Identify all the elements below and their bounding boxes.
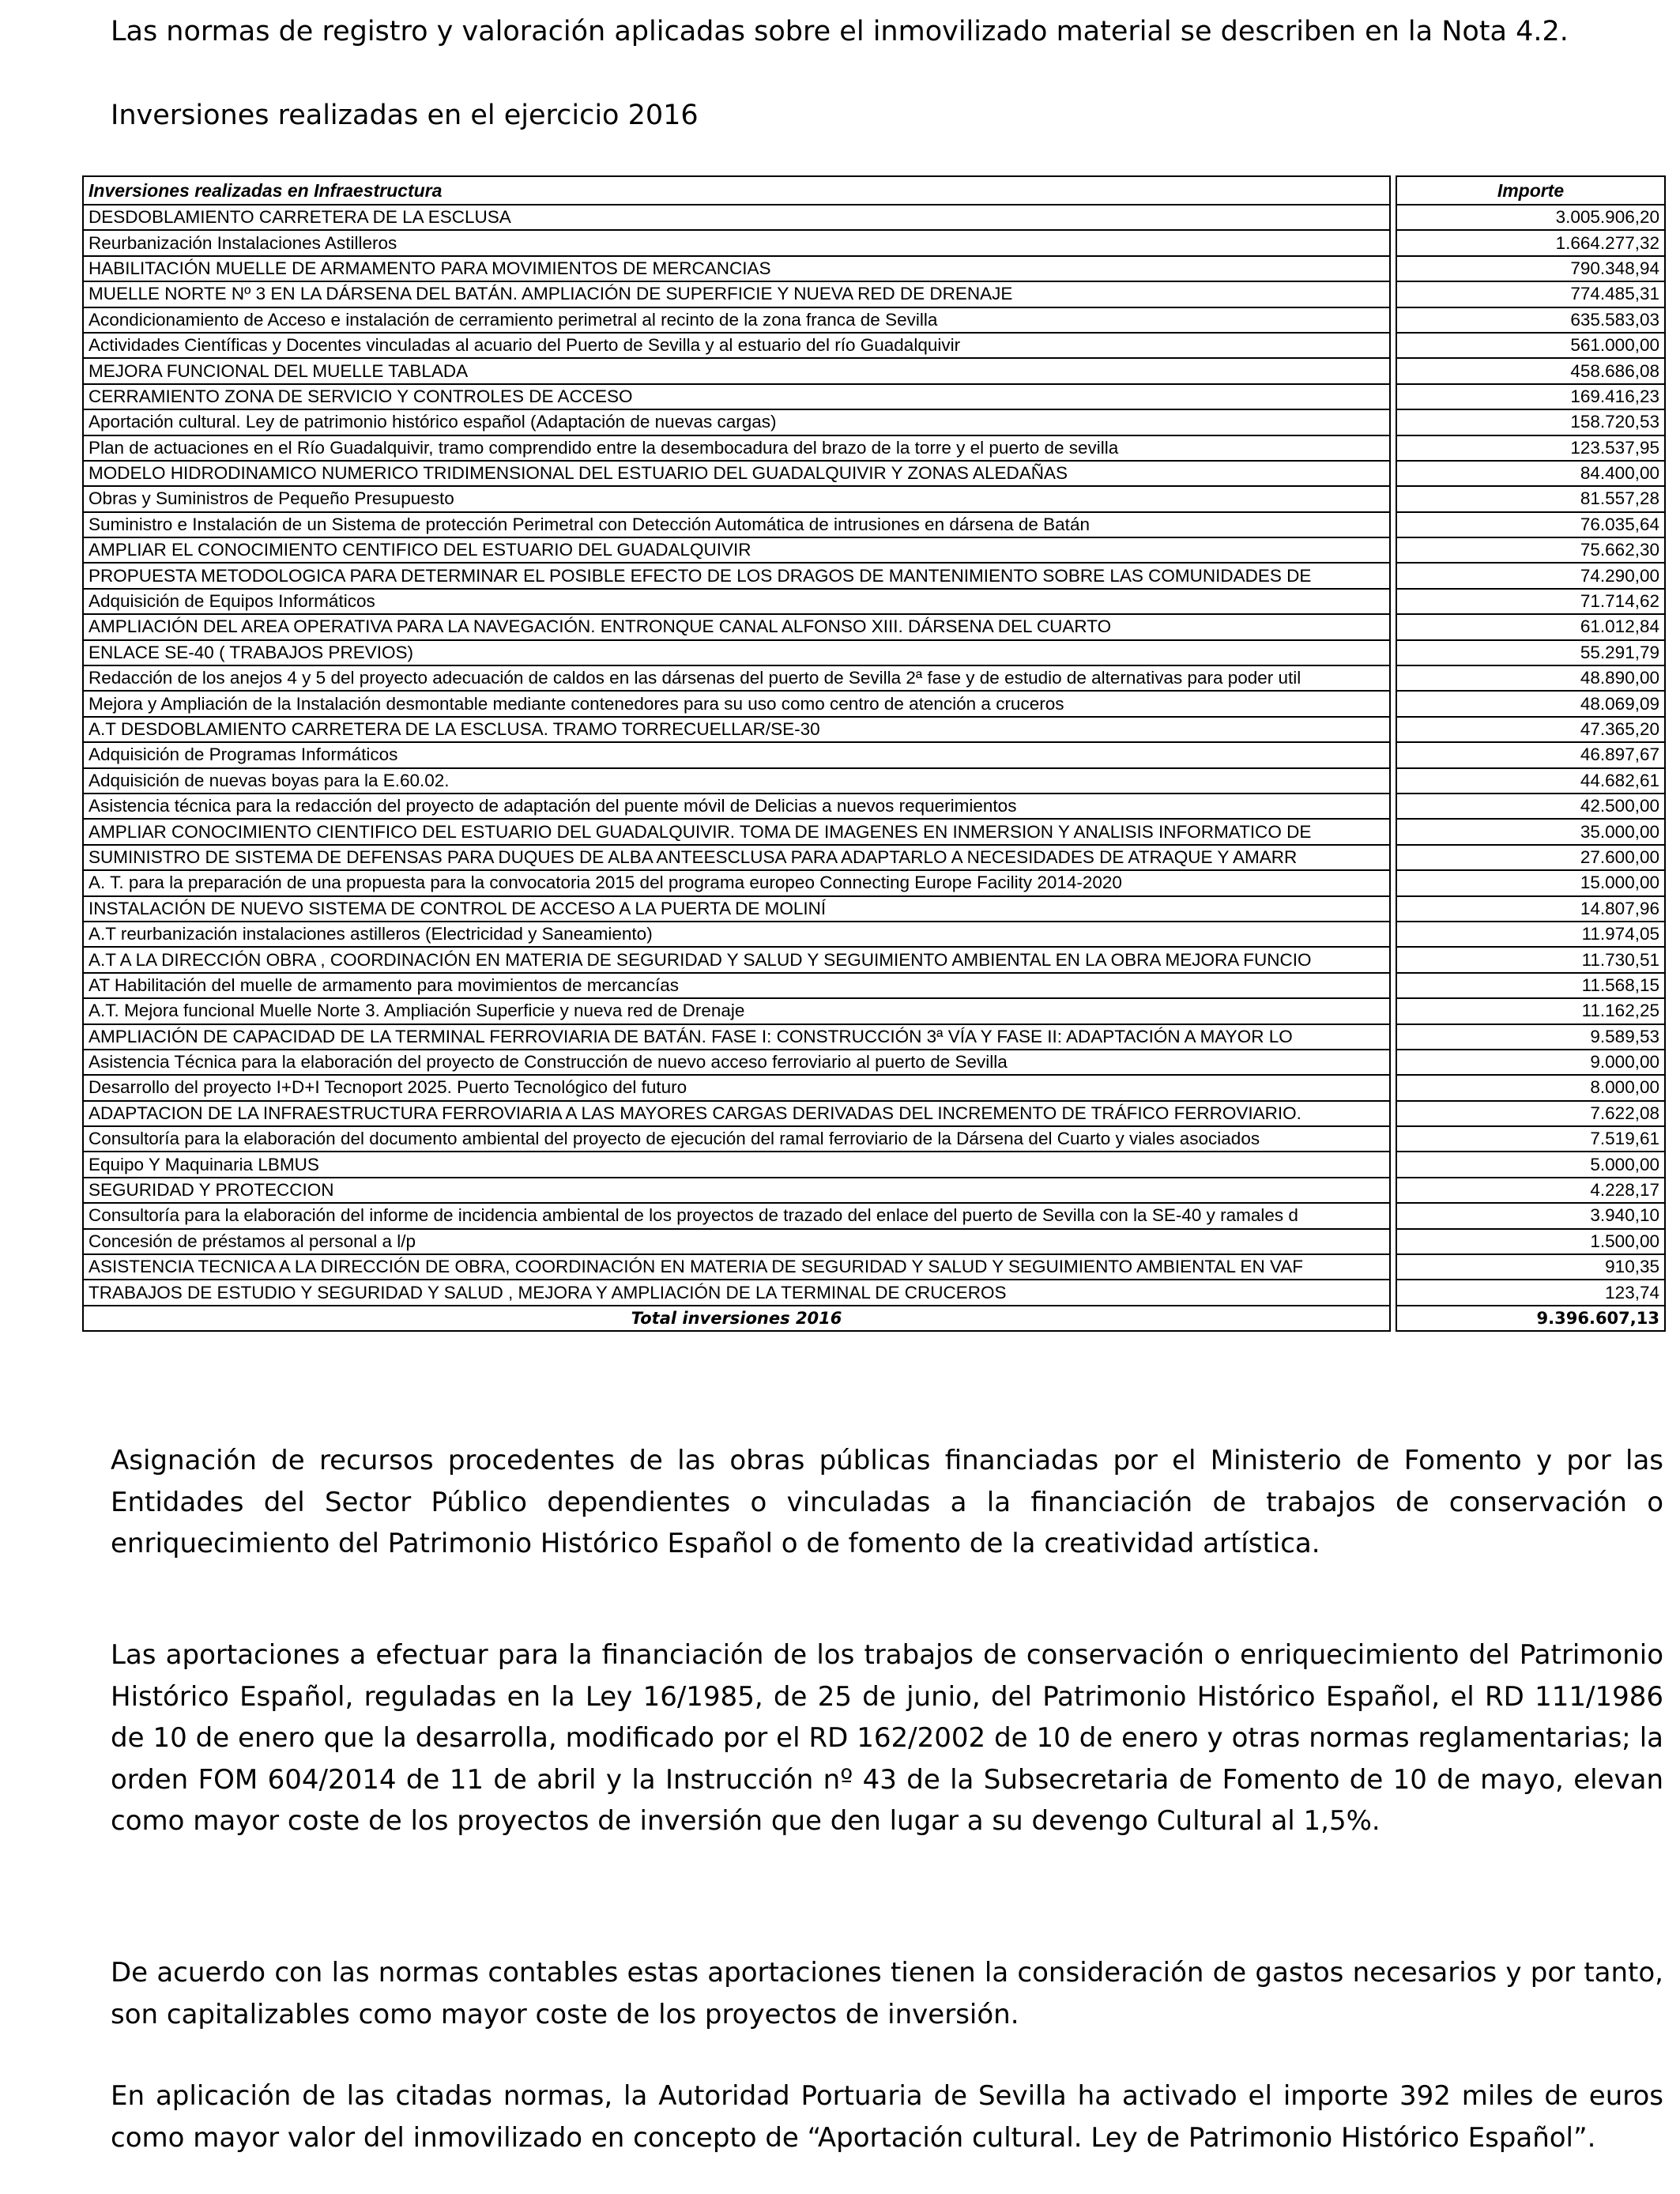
row-amount: 74.290,00 bbox=[1396, 563, 1665, 588]
table-row bbox=[83, 768, 1665, 794]
row-description: Adquisición de Programas Informáticos bbox=[83, 742, 1390, 767]
row-description: Acondicionamiento de Acceso e instalación de cerramiento perimetral al recinto de la zona franca de Sevilla bbox=[83, 307, 1390, 333]
paragraph-resource-allocation: Asignación de recursos procedentes de las obras públicas financiadas por el Ministerio de Fomento y por las Entidades del Sector Público dependientes o vinculadas a la financiación de trabajos de conservación o enriquecimiento del Patrimonio Histórico Español o de fomento de la creatividad artística. bbox=[111, 1445, 1663, 1559]
row-amount: 1.664.277,32 bbox=[1396, 230, 1665, 255]
row-description: Equipo Y Maquinaria LBMUS bbox=[83, 1152, 1390, 1177]
row-description: AT Habilitación del muelle de armamento para movimientos de mercancías bbox=[83, 973, 1390, 998]
row-description: Adquisición de nuevas boyas para la E.60.02. bbox=[83, 768, 1390, 794]
table-header-row bbox=[83, 176, 1665, 205]
row-amount: 561.000,00 bbox=[1396, 333, 1665, 358]
row-description: Consultoría para la elaboración del documento ambiental del proyecto de ejecución del ramal ferroviario de la Dársena del Cuarto y viales asociados bbox=[83, 1126, 1390, 1152]
row-amount: 71.714,62 bbox=[1396, 589, 1665, 614]
table-body bbox=[83, 205, 1665, 1306]
table-row bbox=[83, 998, 1665, 1023]
table-row bbox=[83, 1050, 1665, 1075]
table-row bbox=[83, 333, 1665, 358]
row-amount: 9.000,00 bbox=[1396, 1050, 1665, 1075]
row-amount: 76.035,64 bbox=[1396, 512, 1665, 537]
row-description: INSTALACIÓN DE NUEVO SISTEMA DE CONTROL DE ACCESO A LA PUERTA DE MOLINÍ bbox=[83, 896, 1390, 922]
row-description: AMPLIACIÓN DE CAPACIDAD DE LA TERMINAL FERROVIARIA DE BATÁN. FASE I: CONSTRUCCIÓN 3ª VÍA Y FASE II: ADAPTACIÓN A MAYOR LO bbox=[83, 1024, 1390, 1050]
row-amount: 84.400,00 bbox=[1396, 461, 1665, 486]
table-row bbox=[83, 717, 1665, 742]
row-amount: 635.583,03 bbox=[1396, 307, 1665, 333]
investments-table-container bbox=[82, 175, 1664, 1332]
table-row bbox=[83, 922, 1665, 947]
row-description: DESDOBLAMIENTO CARRETERA DE LA ESCLUSA bbox=[83, 205, 1390, 230]
row-description: PROPUESTA METODOLOGICA PARA DETERMINAR EL POSIBLE EFECTO DE LOS DRAGOS DE MANTENIMIENTO SOBRE LAS COMUNIDADES DE bbox=[83, 563, 1390, 588]
row-description: ASISTENCIA TECNICA A LA DIRECCIÓN DE OBRA, COORDINACIÓN EN MATERIA DE SEGURIDAD Y SALUD Y SEGUIMIENTO AMBIENTAL EN VAF bbox=[83, 1254, 1390, 1280]
table-row bbox=[83, 1101, 1665, 1126]
row-amount: 61.012,84 bbox=[1396, 614, 1665, 639]
row-description: ADAPTACION DE LA INFRAESTRUCTURA FERROVIARIA A LAS MAYORES CARGAS DERIVADAS DEL INCREMENTO DE TRÁFICO FERROVIARIO. bbox=[83, 1101, 1390, 1126]
table-row bbox=[83, 537, 1665, 563]
row-amount: 11.162,25 bbox=[1396, 998, 1665, 1023]
row-description: SEGURIDAD Y PROTECCION bbox=[83, 1178, 1390, 1203]
row-description: MUELLE NORTE Nº 3 EN LA DÁRSENA DEL BATÁN. AMPLIACIÓN DE SUPERFICIE Y NUEVA RED DE DRENAJE bbox=[83, 281, 1390, 307]
row-description: Obras y Suministros de Pequeño Presupuesto bbox=[83, 486, 1390, 511]
row-amount: 47.365,20 bbox=[1396, 717, 1665, 742]
row-description: MODELO HIDRODINAMICO NUMERICO TRIDIMENSIONAL DEL ESTUARIO DEL GUADALQUIVIR Y ZONAS ALEDAÑAS bbox=[83, 461, 1390, 486]
table-row bbox=[83, 307, 1665, 333]
row-amount: 11.568,15 bbox=[1396, 973, 1665, 998]
row-description: A. T. para la preparación de una propuesta para la convocatoria 2015 del programa europeo Connecting Europe Facility 2014-2020 bbox=[83, 870, 1390, 895]
row-amount: 46.897,67 bbox=[1396, 742, 1665, 767]
table-row bbox=[83, 486, 1665, 511]
row-description: AMPLIAR EL CONOCIMIENTO CENTIFICO DEL ESTUARIO DEL GUADALQUIVIR bbox=[83, 537, 1390, 563]
table-row bbox=[83, 1280, 1665, 1305]
row-description: AMPLIACIÓN DEL AREA OPERATIVA PARA LA NAVEGACIÓN. ENTRONQUE CANAL ALFONSO XIII. DÁRSENA DEL CUARTO bbox=[83, 614, 1390, 639]
table-row bbox=[83, 845, 1665, 870]
table-row bbox=[83, 870, 1665, 895]
row-amount: 14.807,96 bbox=[1396, 896, 1665, 922]
table-row bbox=[83, 384, 1665, 409]
total-label: Total inversiones 2016 bbox=[83, 1306, 1390, 1331]
row-amount: 75.662,30 bbox=[1396, 537, 1665, 563]
table-row bbox=[83, 665, 1665, 691]
row-description: Asistencia técnica para la redacción del proyecto de adaptación del puente móvil de Delicias a nuevos requerimientos bbox=[83, 794, 1390, 819]
table-row bbox=[83, 409, 1665, 435]
table-row bbox=[83, 973, 1665, 998]
table-row bbox=[83, 794, 1665, 819]
row-description: AMPLIAR CONOCIMIENTO CIENTIFICO DEL ESTUARIO DEL GUADALQUIVIR. TOMA DE IMAGENES EN INMERSION Y ANALISIS INFORMATICO DE bbox=[83, 819, 1390, 844]
row-amount: 11.974,05 bbox=[1396, 922, 1665, 947]
table-row bbox=[83, 1126, 1665, 1152]
row-description: Asistencia Técnica para la elaboración del proyecto de Construcción de nuevo acceso ferroviario al puerto de Sevilla bbox=[83, 1050, 1390, 1075]
row-description: Adquisición de Equipos Informáticos bbox=[83, 589, 1390, 614]
paragraph-accounting-norms: De acuerdo con las normas contables estas aportaciones tienen la consideración de gastos necesarios y por tanto, son capitalizables como mayor coste de los proyectos de inversión. bbox=[111, 1957, 1663, 2030]
row-amount: 27.600,00 bbox=[1396, 845, 1665, 870]
table-row bbox=[83, 1254, 1665, 1280]
paragraph-contributions: Las aportaciones a efectuar para la financiación de los trabajos de conservación o enriquecimiento del Patrimonio Histórico Español, reguladas en la Ley 16/1985, de 25 de junio, del Patrimonio Histórico Español, el RD 111/1986 de 10 de enero que la desarrolla, modificado por el RD 162/2002 de 10 de enero y otras normas reglamentarias; la orden FOM 604/2014 de 11 de abril y la Instrucción nº 43 de la Subsecretaria de Fomento de 10 de mayo, elevan como mayor coste de los proyectos de inversión que den lugar a su devengo Cultural al 1,5%. bbox=[111, 1639, 1663, 1837]
row-description: Suministro e Instalación de un Sistema de protección Perimetral con Detección Automática de intrusiones en dársena de Batán bbox=[83, 512, 1390, 537]
row-description: Concesión de préstamos al personal a l/p bbox=[83, 1229, 1390, 1254]
row-description: MEJORA FUNCIONAL DEL MUELLE TABLADA bbox=[83, 358, 1390, 383]
row-amount: 11.730,51 bbox=[1396, 947, 1665, 972]
row-amount: 158.720,53 bbox=[1396, 409, 1665, 435]
row-amount: 48.069,09 bbox=[1396, 691, 1665, 716]
table-row bbox=[83, 256, 1665, 281]
investments-table bbox=[82, 175, 1666, 1332]
table-row bbox=[83, 819, 1665, 844]
table-row bbox=[83, 1178, 1665, 1203]
table-row bbox=[83, 1203, 1665, 1228]
row-description: TRABAJOS DE ESTUDIO Y SEGURIDAD Y SALUD , MEJORA Y AMPLIACIÓN DE LA TERMINAL DE CRUCEROS bbox=[83, 1280, 1390, 1305]
row-description: Desarrollo del proyecto I+D+I Tecnoport 2025. Puerto Tecnológico del futuro bbox=[83, 1075, 1390, 1100]
row-amount: 790.348,94 bbox=[1396, 256, 1665, 281]
table-row bbox=[83, 512, 1665, 537]
row-amount: 3.005.906,20 bbox=[1396, 205, 1665, 230]
row-description: A.T DESDOBLAMIENTO CARRETERA DE LA ESCLUSA. TRAMO TORRECUELLAR/SE-30 bbox=[83, 717, 1390, 742]
row-description: A.T A LA DIRECCIÓN OBRA , COORDINACIÓN EN MATERIA DE SEGURIDAD Y SALUD Y SEGUIMIENTO AMBIENTAL EN LA OBRA MEJORA FUNCIO bbox=[83, 947, 1390, 972]
table-row bbox=[83, 589, 1665, 614]
row-description: Aportación cultural. Ley de patrimonio histórico español (Adaptación de nuevas cargas) bbox=[83, 409, 1390, 435]
row-amount: 7.622,08 bbox=[1396, 1101, 1665, 1126]
row-amount: 44.682,61 bbox=[1396, 768, 1665, 794]
table-row bbox=[83, 205, 1665, 230]
row-description: Redacción de los anejos 4 y 5 del proyecto adecuación de caldos en las dársenas del puerto de Sevilla 2ª fase y de estudio de alternativas para poder util bbox=[83, 665, 1390, 691]
table-row bbox=[83, 614, 1665, 639]
total-value: 9.396.607,13 bbox=[1396, 1306, 1665, 1331]
row-amount: 910,35 bbox=[1396, 1254, 1665, 1280]
row-description: A.T reurbanización instalaciones astilleros (Electricidad y Saneamiento) bbox=[83, 922, 1390, 947]
row-amount: 458.686,08 bbox=[1396, 358, 1665, 383]
table-row bbox=[83, 1075, 1665, 1100]
row-amount: 169.416,23 bbox=[1396, 384, 1665, 409]
row-amount: 123,74 bbox=[1396, 1280, 1665, 1305]
row-description: A.T. Mejora funcional Muelle Norte 3. Ampliación Superficie y nueva red de Drenaje bbox=[83, 998, 1390, 1023]
row-description: Reurbanización Instalaciones Astilleros bbox=[83, 230, 1390, 255]
table-row bbox=[83, 947, 1665, 972]
table-row bbox=[83, 435, 1665, 461]
row-amount: 7.519,61 bbox=[1396, 1126, 1665, 1152]
header-description: Inversiones realizadas en Infraestructura bbox=[83, 176, 1390, 205]
row-description: CERRAMIENTO ZONA DE SERVICIO Y CONTROLES DE ACCESO bbox=[83, 384, 1390, 409]
row-amount: 4.228,17 bbox=[1396, 1178, 1665, 1203]
row-amount: 774.485,31 bbox=[1396, 281, 1665, 307]
row-amount: 3.940,10 bbox=[1396, 1203, 1665, 1228]
row-amount: 35.000,00 bbox=[1396, 819, 1665, 844]
row-description: Plan de actuaciones en el Río Guadalquivir, tramo comprendido entre la desembocadura del brazo de la torre y el puerto de sevilla bbox=[83, 435, 1390, 461]
table-row bbox=[83, 281, 1665, 307]
row-amount: 15.000,00 bbox=[1396, 870, 1665, 895]
table-row bbox=[83, 1152, 1665, 1177]
row-amount: 8.000,00 bbox=[1396, 1075, 1665, 1100]
table-row bbox=[83, 896, 1665, 922]
table-row bbox=[83, 742, 1665, 767]
table-row bbox=[83, 1229, 1665, 1254]
row-amount: 48.890,00 bbox=[1396, 665, 1665, 691]
row-amount: 123.537,95 bbox=[1396, 435, 1665, 461]
header-amount: Importe bbox=[1396, 176, 1665, 205]
row-amount: 42.500,00 bbox=[1396, 794, 1665, 819]
row-amount: 1.500,00 bbox=[1396, 1229, 1665, 1254]
table-row bbox=[83, 230, 1665, 255]
row-description: HABILITACIÓN MUELLE DE ARMAMENTO PARA MOVIMIENTOS DE MERCANCIAS bbox=[83, 256, 1390, 281]
row-amount: 81.557,28 bbox=[1396, 486, 1665, 511]
row-description: Consultoría para la elaboración del informe de incidencia ambiental de los proyectos de trazado del enlace del puerto de Sevilla con la SE-40 y ramales d bbox=[83, 1203, 1390, 1228]
row-description: Mejora y Ampliación de la Instalación desmontable mediante contenedores para su uso como centro de atención a cruceros bbox=[83, 691, 1390, 716]
table-row bbox=[83, 563, 1665, 588]
table-row bbox=[83, 640, 1665, 665]
row-description: ENLACE SE-40 ( TRABAJOS PREVIOS) bbox=[83, 640, 1390, 665]
row-amount: 5.000,00 bbox=[1396, 1152, 1665, 1177]
table-row bbox=[83, 461, 1665, 486]
table-row bbox=[83, 691, 1665, 716]
table-row bbox=[83, 358, 1665, 383]
section-heading: Inversiones realizadas en el ejercicio 2016 bbox=[111, 100, 699, 131]
total-row bbox=[83, 1306, 1665, 1331]
row-amount: 55.291,79 bbox=[1396, 640, 1665, 665]
intro-note-reference: Las normas de registro y valoración aplicadas sobre el inmovilizado material se describen en la Nota 4.2. bbox=[111, 16, 1569, 47]
paragraph-application: En aplicación de las citadas normas, la Autoridad Portuaria de Sevilla ha activado el importe 392 miles de euros como mayor valor del inmovilizado en concepto de “Aportación cultural. Ley de Patrimonio Histórico Español”. bbox=[111, 2080, 1663, 2154]
row-amount: 9.589,53 bbox=[1396, 1024, 1665, 1050]
table-row bbox=[83, 1024, 1665, 1050]
row-description: SUMINISTRO DE SISTEMA DE DEFENSAS PARA DUQUES DE ALBA ANTEESCLUSA PARA ADAPTARLO A NECESIDADES DE ATRAQUE Y AMARR bbox=[83, 845, 1390, 870]
row-description: Actividades Científicas y Docentes vinculadas al acuario del Puerto de Sevilla y al estuario del río Guadalquivir bbox=[83, 333, 1390, 358]
